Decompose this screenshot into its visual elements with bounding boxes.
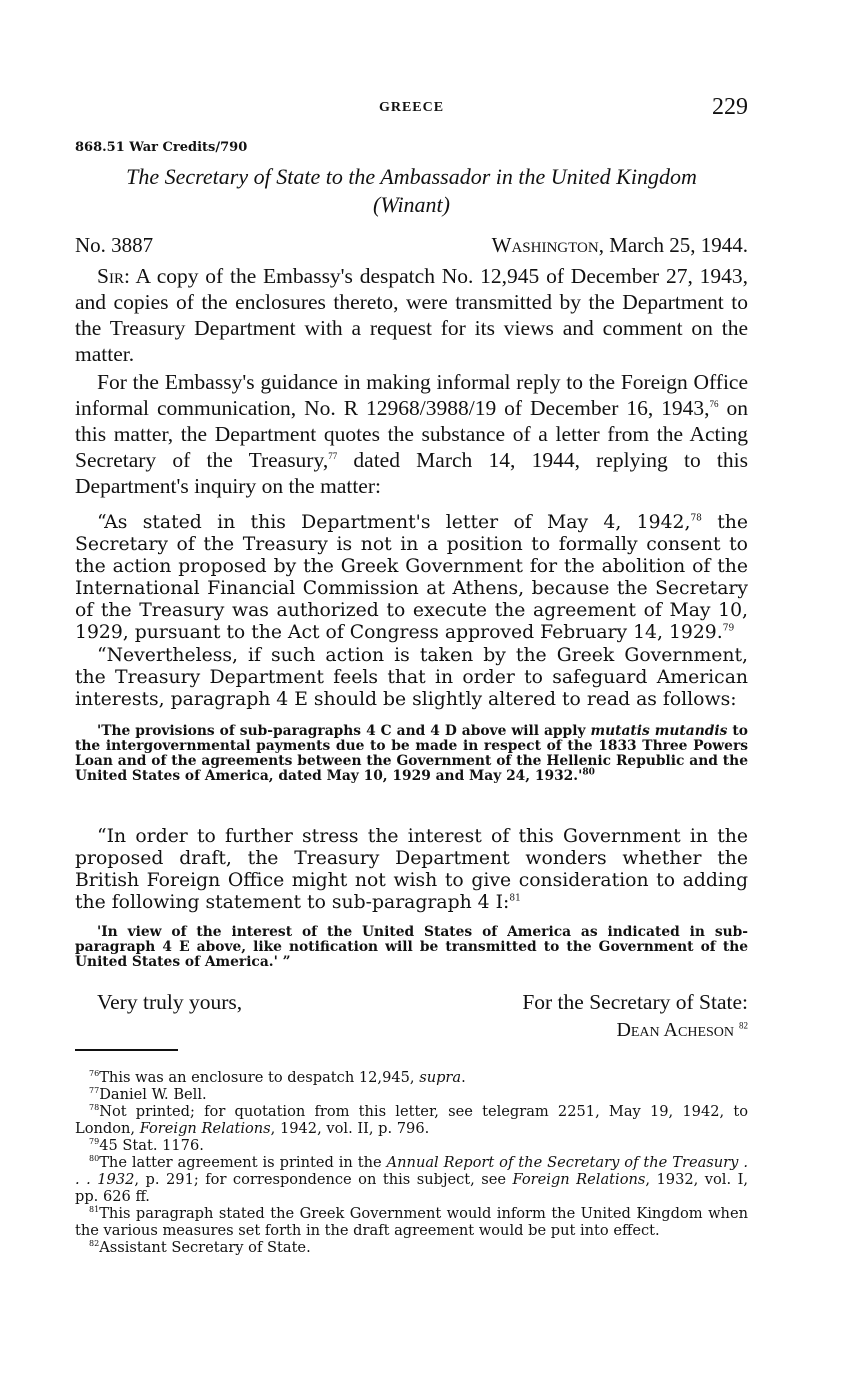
paragraph-2-part-c: dated March 14, 1944, replying to this Department's inquiry on the matter: [75,448,748,498]
footnote-81 [75,1205,748,1239]
footnote-ref-77: 77 [328,450,338,461]
footnote-italic: Foreign Relations [139,1120,271,1137]
footnote-76 [75,1069,748,1086]
signature [616,1019,748,1042]
sub-quote-1-italic: mutatis mutandis [590,723,728,739]
footnote-82 [75,1239,748,1256]
footnote-italic: supra [419,1069,462,1086]
quote-3-body: “In order to further stress the interest of this Government in the proposed draft, the Treasury Department wonders whether the British Foreign Office might not wish to give consideration to adding the following statement to sub-paragraph 4 I: [75,826,748,913]
footnote-number: 82 [89,1239,100,1249]
footnote-text: Not printed; for quotation from this letter, see telegram 2251, May 19, 1942, to London, [75,1103,748,1137]
sub-quote-2 [75,925,748,970]
footnote-text-mid: , p. 291; for correspondence on this subject, see [134,1171,513,1188]
paragraph-1 [75,263,748,367]
footnote-italic-2: Foreign Relations [512,1171,646,1188]
quote-paragraph-2 [75,645,748,711]
sub-quote-2-text: 'In view of the interest of the United States of America as indicated in sub-paragraph 4 E above, like notification will be transmitted to the Government of the United States of America.' ” [75,924,748,970]
quote-paragraph-1 [75,512,748,644]
date-text: , March 25, 1944. [598,233,748,257]
despatch-number: No. 3887 [75,233,154,257]
running-title: GREECE [378,100,445,115]
footnote-number: 80 [89,1154,100,1164]
sub-quote-1 [75,724,748,784]
footnote-ref-82: 82 [739,1020,748,1031]
footnote-80 [75,1154,748,1205]
footnote-italic: Annual Report of the Secretary of the Treasury . . . 1932 [75,1154,748,1188]
footnote-text: This paragraph stated the Greek Government would inform the United Kingdom when the various measures set forth in the draft agreement would be put into effect. [75,1205,748,1239]
quote-paragraph-3 [75,826,748,914]
footnote-ref-78: 78 [690,513,702,524]
paragraph-2 [75,369,748,499]
paragraph-2-text [75,369,748,499]
footnote-79 [75,1137,748,1154]
footnote-ref-81: 81 [509,893,521,904]
footnote-ref-79: 79 [722,623,735,634]
place-name: Washington [491,233,599,257]
footnote-number: 79 [89,1137,100,1147]
footnote-number: 78 [89,1103,100,1113]
footnote-number: 81 [89,1205,100,1215]
paragraph-1-text [75,263,748,367]
footnote-number: 76 [89,1069,100,1079]
paragraph-2-part-a: For the Embassy's guidance in making informal reply to the Foreign Office informal communication, No. R 12968/3988/19 of December 16, 1943, [75,370,748,420]
sub-quote-1-part-b: to the intergovernmental payments due to be made in respect of the 1833 Three Powers Loan and of the agreements between the Government of the Hellenic Republic and the United States of America, dated May 10, 1929 and May 24, 1932.' [75,723,748,784]
footnote-divider [75,1049,178,1051]
document-title [75,163,748,219]
signer-name: Dean Acheson [616,1019,734,1041]
valediction: Very truly yours, [97,990,243,1014]
footnote-text: The latter agreement is printed in the [99,1154,387,1171]
footnote-text-end: , 1932, vol. I, pp. 626 ff. [75,1171,748,1205]
for-secretary-line: For the Secretary of State: [522,990,748,1014]
paragraph-2-part-b: on this matter, the Department quotes the substance of a letter from the Acting Secretary of the Treasury, [75,396,748,472]
paragraph-1-body: : A copy of the Embassy's despatch No. 12,945 of December 27, 1943, and copies of the enclosures thereto, were transmitted by the Department to the Treasury Department with a request for its views and comment on the matter. [75,264,748,366]
sub-quote-1-part-a: 'The provisions of sub-paragraphs 4 C and 4 D above will apply [97,723,591,739]
place-date [492,233,748,258]
quote-2-text: “Nevertheless, if such action is taken by the Greek Government, the Treasury Department feels that in order to safeguard American interests, paragraph 4 E should be slightly altered to read as follows: [75,645,748,710]
title-line-1: The Secretary of State to the Ambassador in the United Kingdom [126,164,697,189]
footnote-text: 45 Stat. 1176. [99,1137,204,1154]
footnote-ref-76: 76 [709,398,719,409]
quote-1-part-a: “As stated in this Department's letter of May 4, 1942, [97,512,691,533]
footnote-number: 77 [89,1086,100,1096]
footnote-78 [75,1103,748,1137]
footnote-text: Assistant Secretary of State. [99,1239,311,1256]
footnote-77 [75,1086,748,1103]
file-reference: 868.51 War Credits/790 [75,140,248,155]
quote-1-text [75,512,748,644]
sub-quote-1-text [75,724,748,784]
title-line-2: (Winant) [373,192,450,217]
footnote-text: This was an enclosure to despatch 12,945, [99,1069,420,1086]
quote-1-part-b: the Secretary of the Treasury is not in a position to formally consent to the action proposed by the Greek Government for the abolition of the International Financial Commission at Athens, because the Secretary of the Treasury was authorized to execute the agreement of May 10, 1929, pursuant to the Act of Congress approved February 14, 1929. [75,512,748,643]
quote-3-text [75,826,748,914]
footnote-text-end: . [461,1069,466,1086]
footnote-text: Daniel W. Bell. [99,1086,207,1103]
footnotes [75,1069,748,1256]
page-header [75,94,748,124]
footnote-ref-80: 80 [582,767,595,778]
footnote-text-end: , 1942, vol. II, p. 796. [270,1120,430,1137]
salutation: Sir [97,264,124,288]
page-number: 229 [712,94,748,120]
